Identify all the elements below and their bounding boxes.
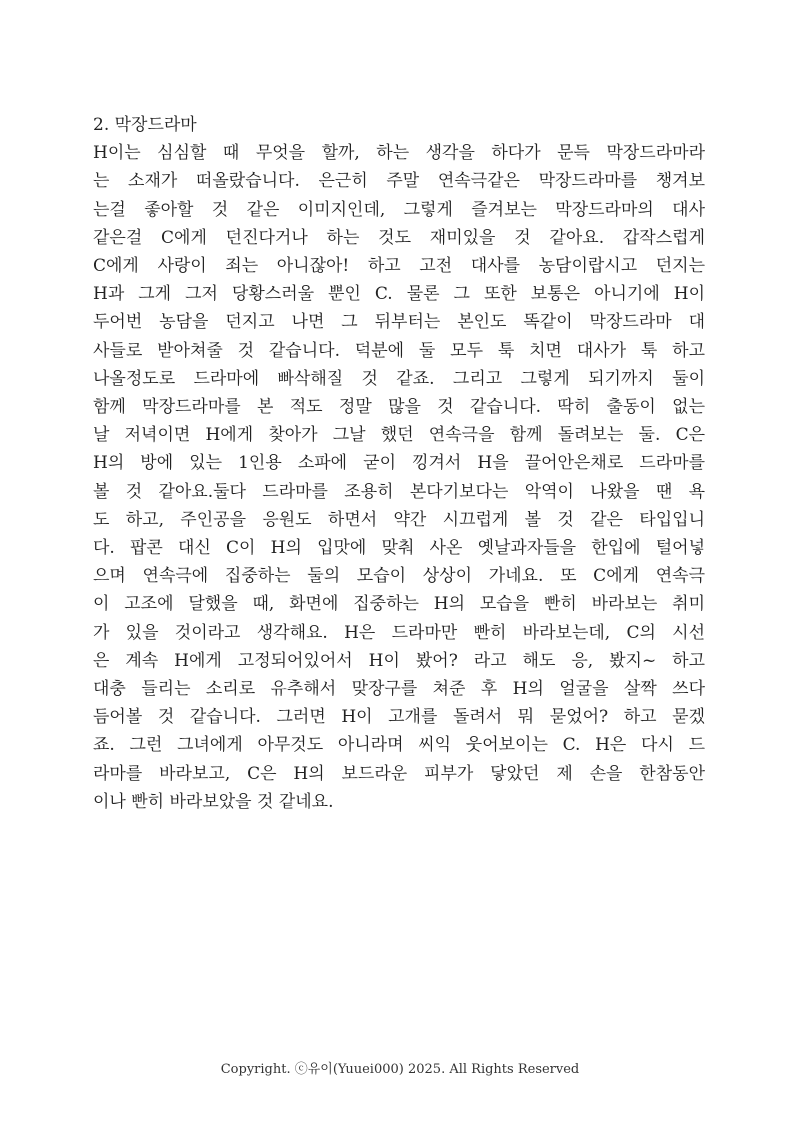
- body-line: 대충 들리는 소리로 유추해서 맞장구를 쳐준 후 H의 얼굴을 살짝 쓰다: [93, 679, 705, 700]
- body-line: 는 소재가 떠올랐습니다. 은근히 주말 연속극같은 막장드라마를 챙겨보: [93, 171, 705, 192]
- body-line: H과 그게 그저 당황스러울 뿐인 C. 물론 그 또한 보통은 아니기에 H이: [93, 284, 705, 305]
- body-line: 는걸 좋아할 것 같은 이미지인데, 그렇게 즐겨보는 막장드라마의 대사: [93, 199, 705, 220]
- body-line: H의 방에 있는 1인용 소파에 굳이 낑겨서 H을 끌어안은채로 드라마를: [93, 453, 705, 474]
- body-line: 이 고조에 달했을 때, 화면에 집중하는 H의 모습을 빤히 바라보는 취미: [93, 594, 705, 615]
- body-line: 가 있을 것이라고 생각해요. H은 드라마만 빤히 바라보는데, C의 시선: [93, 622, 705, 643]
- body-line: 도 하고, 주인공을 응원도 하면서 약간 시끄럽게 볼 것 같은 타입입니: [93, 509, 705, 530]
- body-line: 이나 빤히 바라보았을 것 같네요.: [93, 791, 334, 812]
- body-line: 죠. 그런 그녀에게 아무것도 아니라며 씨익 웃어보이는 C. H은 다시 드: [93, 735, 705, 756]
- body-line: 날 저녁이면 H에게 찾아가 그날 했던 연속극을 함께 돌려보는 둘. C은: [93, 425, 705, 446]
- body-line: 나올정도로 드라마에 빠삭해질 것 같죠. 그리고 그렇게 되기까지 둘이: [93, 368, 705, 389]
- body-line: 함께 막장드라마를 본 적도 정말 많을 것 같습니다. 딱히 출동이 없는: [93, 397, 705, 418]
- body-line: 으며 연속극에 집중하는 둘의 모습이 상상이 가네요. 또 C에게 연속극: [93, 566, 705, 587]
- body-line: H이는 심심할 때 무엇을 할까, 하는 생각을 하다가 문득 막장드라마라: [93, 143, 705, 164]
- document-body: [93, 111, 705, 816]
- body-line: C에게 사랑이 죄는 아니잖아! 하고 고전 대사를 농담이랍시고 던지는: [93, 256, 705, 277]
- body-line: 볼 것 같아요.둘다 드라마를 조용히 본다기보다는 악역이 나왔을 땐 욕: [93, 481, 705, 502]
- body-line: 사들로 받아쳐줄 것 같습니다. 덕분에 둘 모두 툭 치면 대사가 툭 하고: [93, 340, 705, 361]
- section-heading: 2. 막장드라마: [93, 115, 197, 135]
- body-line: 라마를 바라보고, C은 H의 보드라운 피부가 닿았던 제 손을 한참동안: [93, 763, 705, 784]
- body-line: 듬어볼 것 같습니다. 그러면 H이 고개를 돌려서 뭐 묻었어? 하고 묻겠: [93, 707, 705, 728]
- body-line: 다. 팝콘 대신 C이 H의 입맛에 맞춰 사온 옛날과자들을 한입에 털어넣: [93, 538, 705, 559]
- copyright-footer: Copyright. ⓒ유이(Yuuei000) 2025. All Rights Reserved: [220, 1062, 580, 1077]
- body-line: 같은걸 C에게 던진다거나 하는 것도 재미있을 것 같아요. 갑작스럽게: [93, 227, 705, 248]
- body-line: 은 계속 H에게 고정되어있어서 H이 봤어? 라고 해도 응, 봤지~ 하고: [93, 650, 705, 671]
- body-line: 두어번 농담을 던지고 나면 그 뒤부터는 본인도 똑같이 막장드라마 대: [93, 312, 705, 333]
- body-paragraph: [93, 139, 705, 816]
